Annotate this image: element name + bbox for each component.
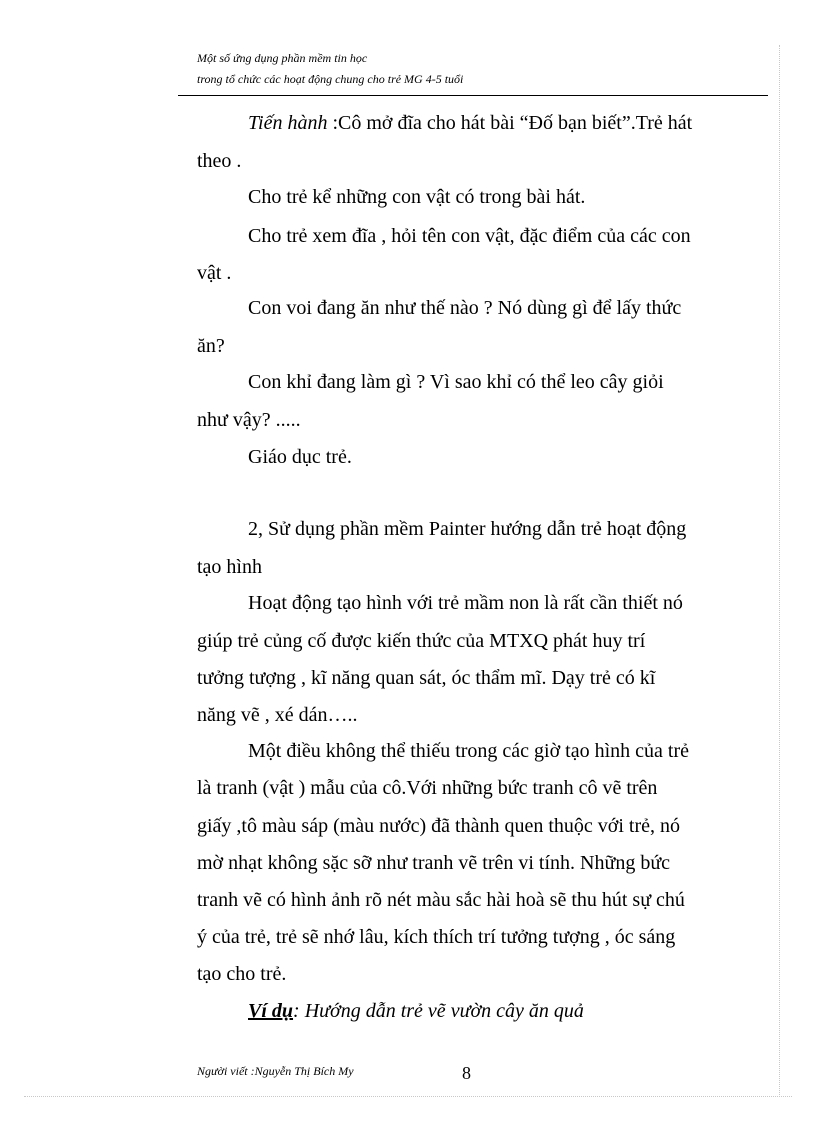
- paragraph-line: mờ nhạt không sặc sỡ như tranh vẽ trên vi tính. Những bức: [197, 852, 671, 874]
- page-number: 8: [462, 1063, 471, 1083]
- header-line-1: Một số ứng dụng phần mềm tin học: [197, 51, 368, 65]
- procedure-label: Tiến hành: [248, 112, 328, 134]
- paragraph-line: theo .: [197, 150, 242, 172]
- footer-author: Người viết :Nguyễn Thị Bích My: [197, 1064, 354, 1078]
- paragraph-line: giấy ,tô màu sáp (màu nước) đã thành quen thuộc với trẻ, nó: [197, 815, 680, 837]
- paragraph-line: ăn?: [197, 335, 225, 357]
- paragraph-line: là tranh (vật ) mẫu của cô.Với những bức tranh cô vẽ trên: [197, 777, 658, 799]
- paragraph-line: ý của trẻ, trẻ sẽ nhớ lâu, kích thích trí tưởng tượng , óc sáng: [197, 926, 676, 948]
- page-header: [197, 48, 757, 90]
- paragraph-line: tưởng tượng , kĩ năng quan sát, óc thẩm mĩ. Dạy trẻ có kĩ: [197, 667, 656, 689]
- paragraph-line: Tiến hành :Cô mở đĩa cho hát bài “Đố bạn biết”.Trẻ hát: [248, 112, 693, 134]
- section-heading: 2, Sử dụng phần mềm Painter hướng dẫn trẻ hoạt động: [248, 518, 687, 540]
- paragraph-line: Giáo dục trẻ.: [248, 446, 352, 468]
- paragraph-line: Con voi đang ăn như thế nào ? Nó dùng gì để lấy thức: [248, 297, 682, 319]
- header-line-2: trong tổ chức các hoạt động chung cho trẻ MG 4-5 tuổi: [197, 72, 464, 86]
- paragraph-line: Hoạt động tạo hình với trẻ mầm non là rất cần thiết nó: [248, 592, 683, 614]
- paragraph-line: năng vẽ , xé dán…..: [197, 704, 358, 726]
- paragraph-line: tạo cho trẻ.: [197, 963, 287, 985]
- section-heading: tạo hình: [197, 556, 262, 578]
- paragraph-line: như vậy? .....: [197, 409, 301, 431]
- example-label: Ví dụ: [248, 1000, 294, 1022]
- paragraph-line: Cho trẻ kể những con vật có trong bài hát.: [248, 186, 586, 208]
- paragraph-line: giúp trẻ củng cố được kiến thức của MTXQ phát huy trí: [197, 630, 646, 652]
- page-border-right: [779, 45, 780, 1095]
- paragraph-line: tranh vẽ có hình ảnh rõ nét màu sắc hài hoà sẽ thu hút sự chú: [197, 889, 685, 911]
- header-divider: [178, 95, 768, 96]
- paragraph-line: Cho trẻ xem đĩa , hỏi tên con vật, đặc điểm của các con: [248, 225, 691, 247]
- paragraph-line: vật .: [197, 262, 232, 284]
- paragraph-line: Một điều không thể thiếu trong các giờ tạo hình của trẻ: [248, 740, 690, 762]
- example-line: [248, 1000, 584, 1023]
- example-text: : Hướng dẫn trẻ vẽ vườn cây ăn quả: [293, 1000, 584, 1022]
- page-border-bottom: [24, 1096, 792, 1097]
- paragraph-line: Con khỉ đang làm gì ? Vì sao khỉ có thể leo cây giỏi: [248, 371, 664, 393]
